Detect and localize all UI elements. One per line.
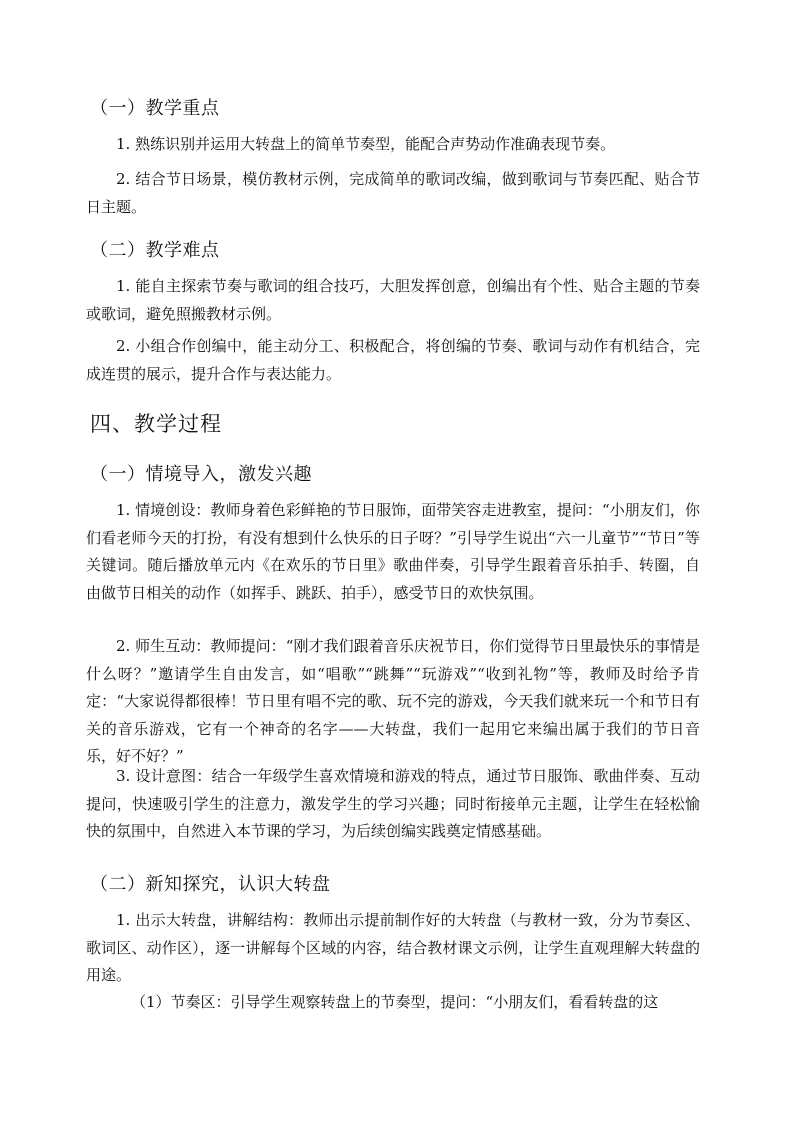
heading-key-points: （一）教学重点 xyxy=(90,98,220,119)
explore-paragraph-2: （1）节奏区：引导学生观察转盘上的节奏型，提问：“小朋友们，看看转盘的这 xyxy=(131,993,659,1011)
difficult-point-2: 2. 小组合作创编中，能主动分工、积极配合，将创编的节奏、歌词与动作有机结合，完成连贯的展示，提升合作与表达能力。 xyxy=(86,337,700,383)
heading-explore: （二）新知探究，认识大转盘 xyxy=(90,874,331,895)
key-point-2: 2. 结合节日场景，模仿教材示例，完成简单的歌词改编，做到歌词与节奏匹配、贴合节日主题。 xyxy=(86,170,700,216)
explore-paragraph-1: 1. 出示大转盘，讲解结构：教师出示提前制作好的大转盘（与教材一致，分为节奏区、歌词区、动作区），逐一讲解每个区域的内容，结合教材课文示例，让学生直观理解大转盘的用途。 xyxy=(86,911,700,984)
difficult-point-1: 1. 能自主探索节奏与歌词的组合技巧，大胆发挥创意，创编出有个性、贴合主题的节奏或歌词，避免照搬教材示例。 xyxy=(86,277,700,323)
intro-paragraph-2: 2. 师生互动：教师提问：“刚才我们跟着音乐庆祝节日，你们觉得节日里最快乐的事情是什么呀？”邀请学生自由发言，如“唱歌”“跳舞”“玩游戏”“收到礼物”等，教师及时给予肯定：“大家说得都很棒！节日里有唱不完的歌、玩不完的游戏，今天我们就来玩一个和节日有关的音乐游戏，它有一个神奇的名字——大转盘，我们一起用它来编出属于我们的节日音乐，好不好？” xyxy=(86,637,700,765)
heading-teaching-process: 四、教学过程 xyxy=(90,412,222,436)
heading-difficult-points: （二）教学难点 xyxy=(90,240,220,261)
intro-paragraph-1: 1. 情境创设：教师身着色彩鲜艳的节日服饰，面带笑容走进教室，提问：“小朋友们，你们看老师今天的打扮，有没有想到什么快乐的日子呀？”引导学生说出“六一儿童节”“节日”等关键词。随后播放单元内《在欢乐的节日里》歌曲伴奏，引导学生跟着音乐拍手、转圈，自由做节日相关的动作（如挥手、跳跃、拍手），感受节日的欢快氛围。 xyxy=(86,501,700,602)
key-point-1: 1. 熟练识别并运用大转盘上的简单节奏型，能配合声势动作准确表现节奏。 xyxy=(116,135,616,153)
intro-paragraph-3: 3. 设计意图：结合一年级学生喜欢情境和游戏的特点，通过节日服饰、歌曲伴奏、互动提问，快速吸引学生的注意力，激发学生的学习兴趣；同时衔接单元主题，让学生在轻松愉快的氛围中，自然进入本节课的学习，为后续创编实践奠定情感基础。 xyxy=(86,767,700,840)
heading-intro: （一）情境导入，激发兴趣 xyxy=(90,464,312,485)
